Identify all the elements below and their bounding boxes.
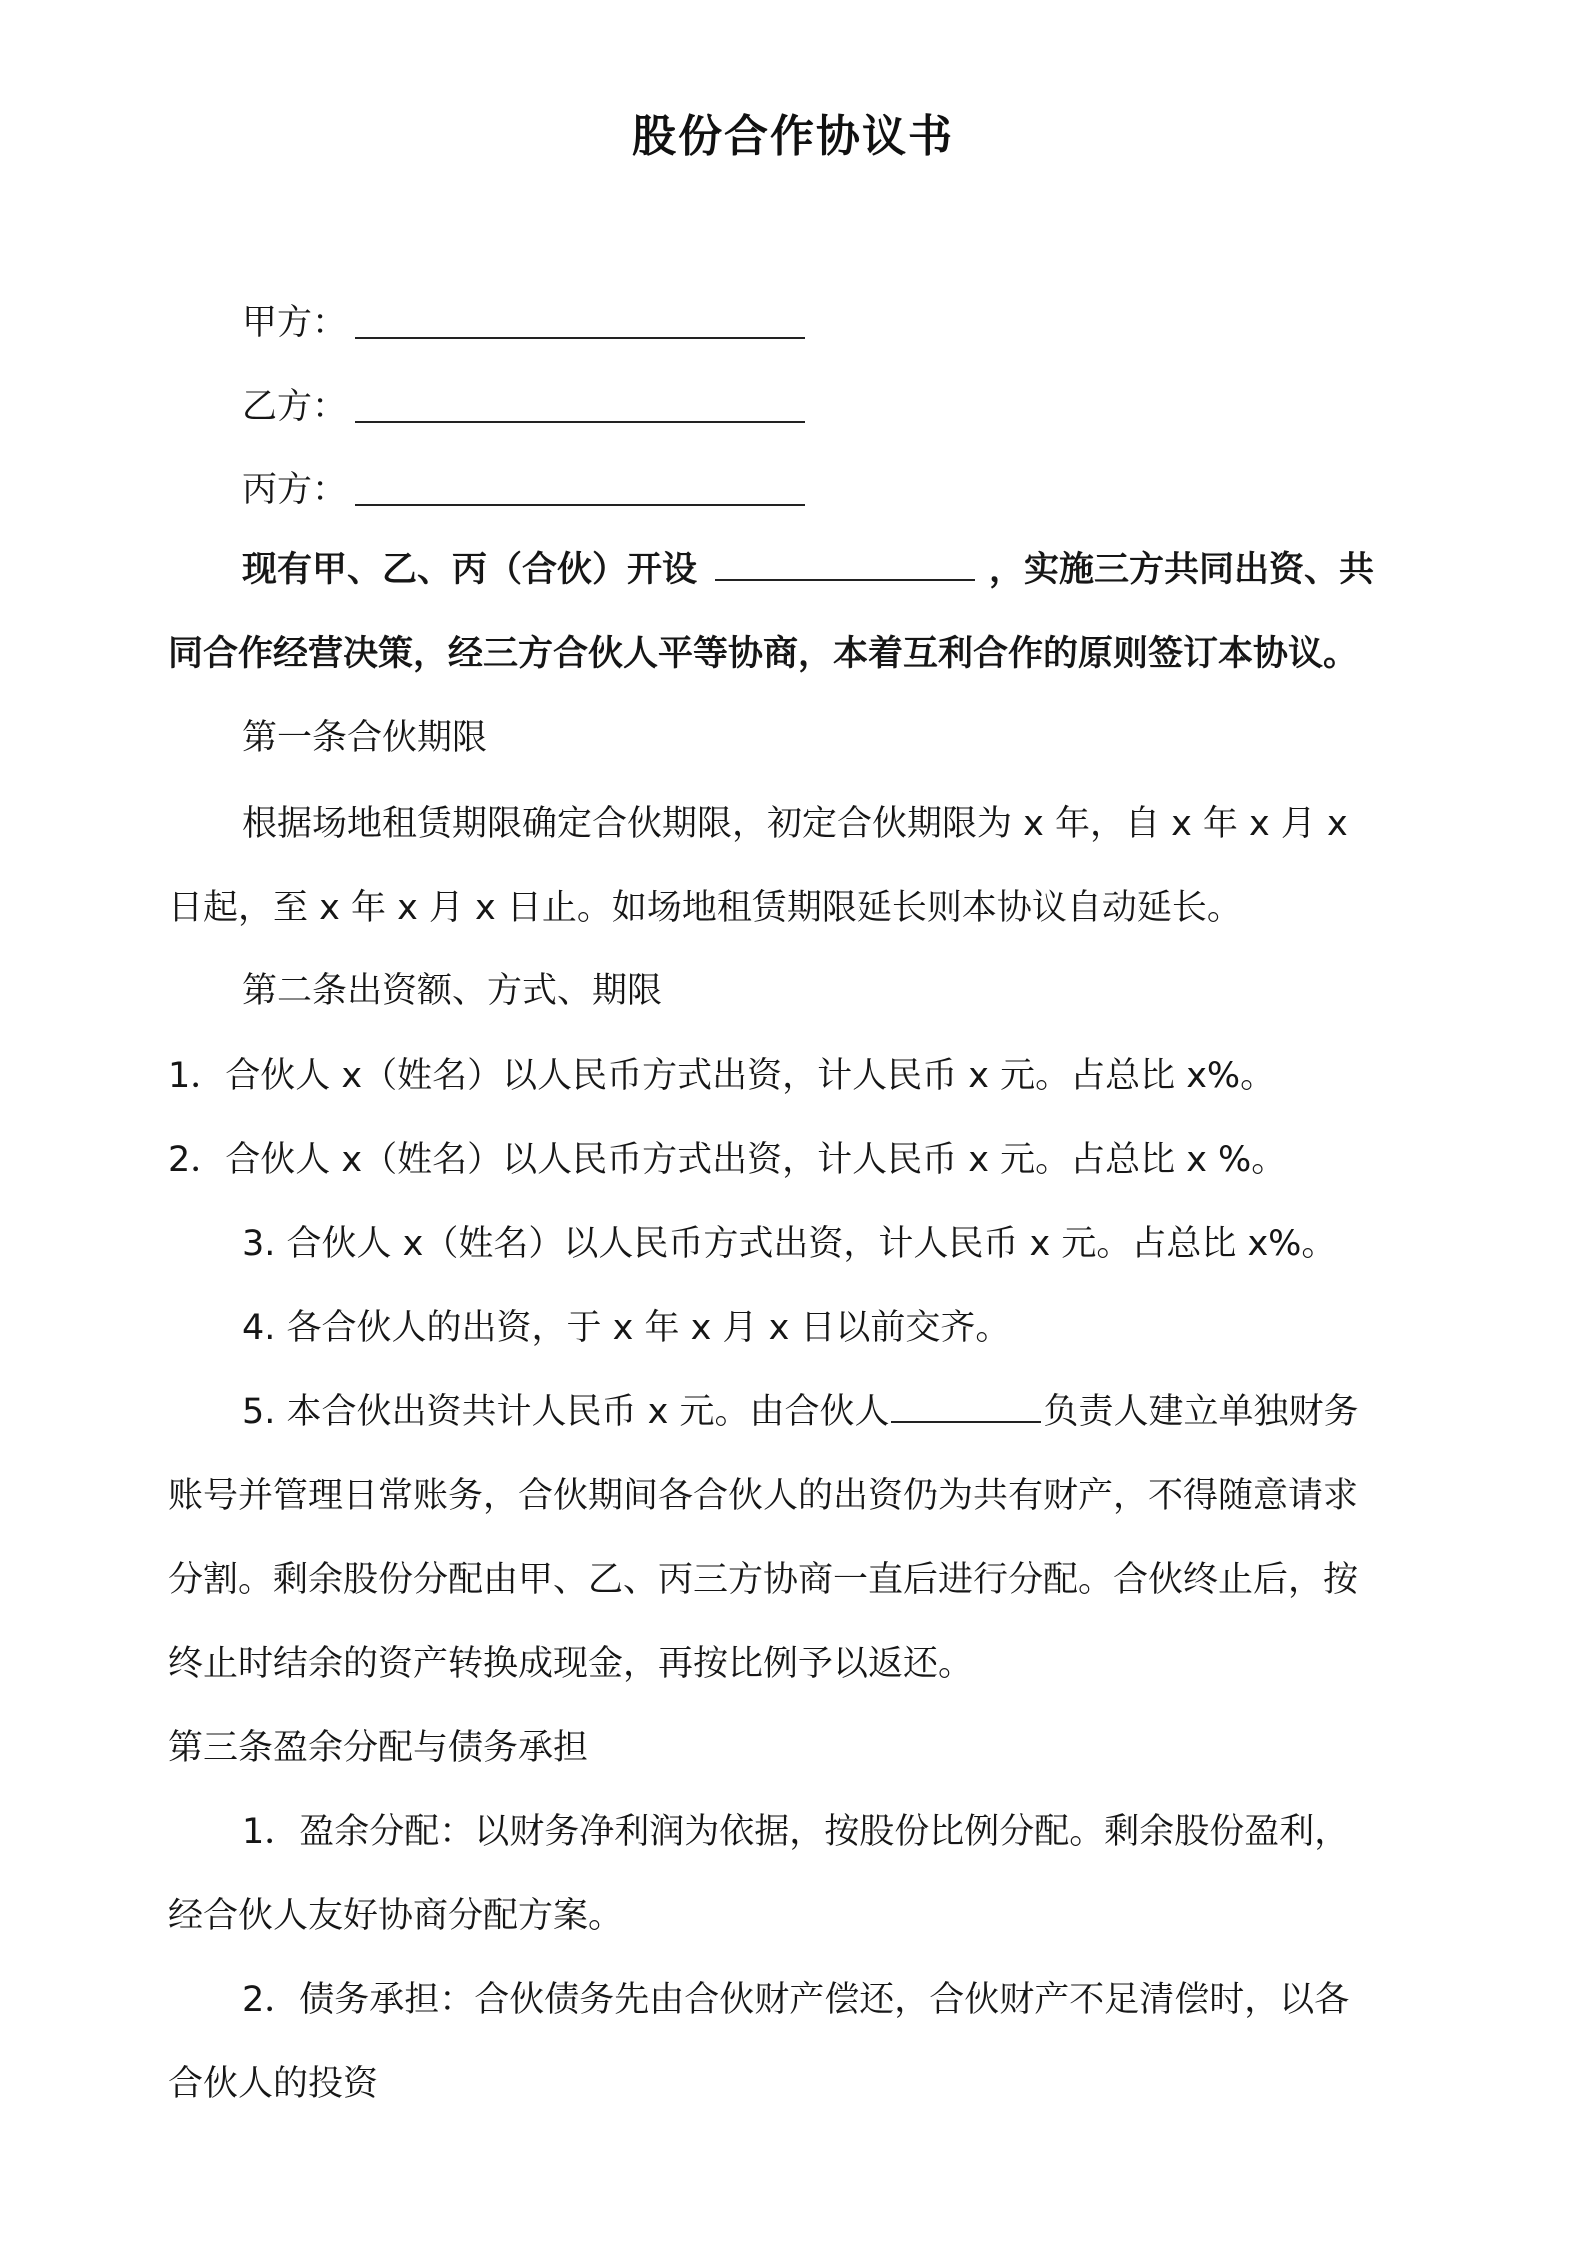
article-2-item-4: 4. 各合伙人的出资，于 x 年 x 月 x 日以前交齐。 <box>242 1308 1011 1348</box>
party-b-label: 乙方： <box>242 387 348 427</box>
party-a-blank <box>355 301 805 339</box>
article-2-item-1: 1．合伙人 x（姓名）以人民币方式出资，计人民币 x 元。占总比 x%。 <box>168 1056 1276 1096</box>
article-1-heading: 第一条合伙期限 <box>242 718 488 758</box>
article-2-item-5-line-4: 终止时结余的资产转换成现金，再按比例予以返还。 <box>168 1644 974 1684</box>
article-1-line-1: 根据场地租赁期限确定合伙期限，初定合伙期限为 x 年，自 x 年 x 月 x <box>242 804 1348 844</box>
article-2-item-5-line-1: 5. 本合伙出资共计人民币 x 元。由合伙人 负责人建立单独财务 <box>242 1392 1359 1432</box>
venture-name-blank <box>715 549 975 581</box>
party-a-label: 甲方： <box>242 303 348 343</box>
article-1-line-2: 日起，至 x 年 x 月 x 日止。如场地租赁期限延长则本协议自动延长。 <box>168 888 1242 928</box>
article-2-item-3: 3. 合伙人 x（姓名）以人民币方式出资，计人民币 x 元。占总比 x%。 <box>242 1224 1337 1264</box>
intro-line-2: 同合作经营决策，经三方合伙人平等协商，本着互利合作的原则签订本协议。 <box>168 634 1359 674</box>
article-2-item-5-line-2: 账号并管理日常账务，合伙期间各合伙人的出资仍为共有财产，不得随意请求 <box>168 1476 1359 1516</box>
article-3-item-2-line-2: 合伙人的投资 <box>168 2064 379 2104</box>
intro-line-1: 现有甲、乙、丙（合伙）开设 ，实施三方共同出资、共 <box>242 550 1375 590</box>
article-2-item-2: 2．合伙人 x（姓名）以人民币方式出资，计人民币 x 元。占总比 x %。 <box>168 1140 1287 1180</box>
responsible-partner-blank <box>891 1391 1041 1423</box>
party-b-row <box>242 380 805 428</box>
party-b-blank <box>355 385 805 423</box>
party-c-blank <box>355 468 805 506</box>
party-a-row <box>242 296 805 344</box>
document-title: 股份合作协议书 <box>632 111 954 162</box>
party-c-label: 丙方： <box>242 470 348 510</box>
article-3-item-1-line-1: 1．盈余分配：以财务净利润为依据，按股份比例分配。剩余股份盈利， <box>242 1812 1350 1852</box>
article-2-item-5-line-3: 分割。剩余股份分配由甲、乙、丙三方协商一直后进行分配。合伙终止后，按 <box>168 1560 1359 1600</box>
party-c-row <box>242 463 805 511</box>
article-3-heading: 第三条盈余分配与债务承担 <box>168 1728 589 1768</box>
article-3-item-1-line-2: 经合伙人友好协商分配方案。 <box>168 1896 624 1936</box>
article-3-item-2-line-1: 2．债务承担：合伙债务先由合伙财产偿还，合伙财产不足清偿时，以各 <box>242 1980 1350 2020</box>
article-2-heading: 第二条出资额、方式、期限 <box>242 971 663 1011</box>
